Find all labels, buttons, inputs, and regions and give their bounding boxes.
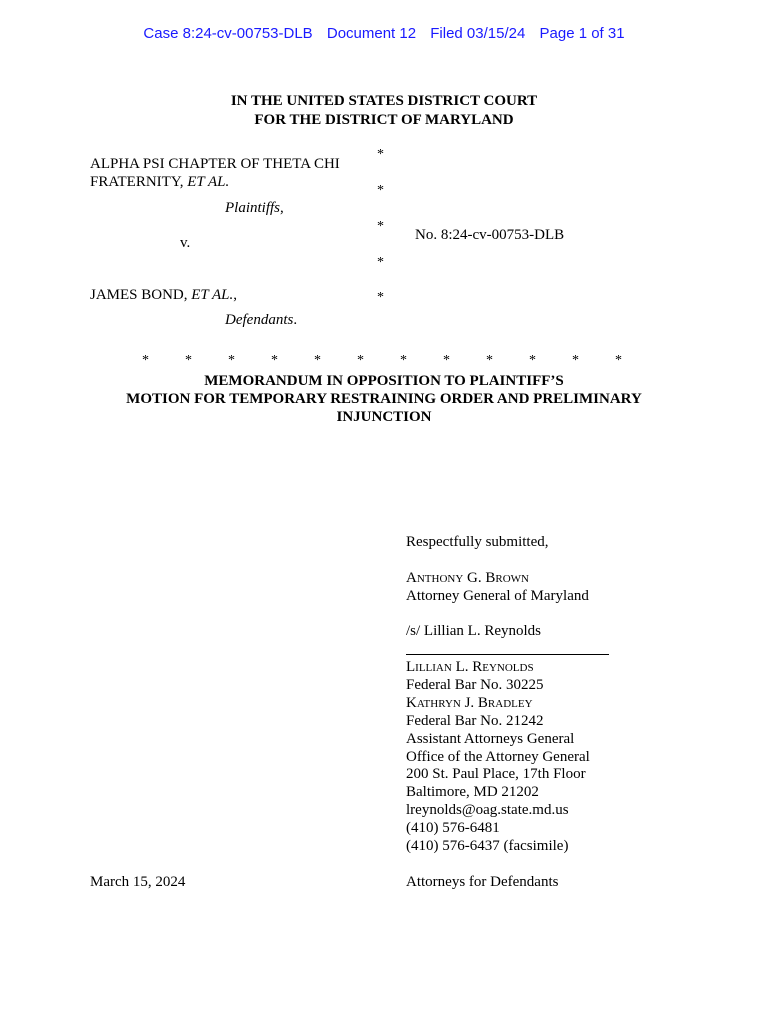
address-line2: Baltimore, MD 21202 xyxy=(406,784,539,800)
document-title-line1: MEMORANDUM IN OPPOSITION TO PLAINTIFF’S xyxy=(204,373,564,389)
plaintiff-name-text: FRATERNITY, xyxy=(90,174,188,190)
email: lreynolds@oag.state.md.us xyxy=(406,802,569,818)
defendant-comma: , xyxy=(233,287,237,303)
caption-star: * xyxy=(377,255,384,270)
versus: v. xyxy=(180,235,191,251)
divider-star: * xyxy=(142,353,149,368)
ag-title: Attorney General of Maryland xyxy=(406,588,589,604)
plaintiff-name-line2 xyxy=(90,173,229,191)
divider-star: * xyxy=(400,353,407,368)
defendant-et-al: ET AL. xyxy=(191,287,234,303)
attorney-title: Assistant Attorneys General xyxy=(406,731,575,747)
attorney1-bar: Federal Bar No. 30225 xyxy=(406,677,544,693)
defendants-label-text: Defendants xyxy=(225,312,294,328)
divider-star: * xyxy=(314,353,321,368)
case-no: No. 8:24-cv-00753-DLB xyxy=(415,227,565,243)
filing-header xyxy=(0,25,768,43)
divider-star: * xyxy=(529,353,536,368)
document-title-line2: MOTION FOR TEMPORARY RESTRAINING ORDER AND PRELIMINARY xyxy=(126,391,642,407)
plaintiffs-label-comma: , xyxy=(280,200,284,216)
caption-star: * xyxy=(377,219,384,234)
plaintiffs-label-text: Plaintiffs xyxy=(225,200,281,216)
caption-star: * xyxy=(377,290,384,305)
divider-star: * xyxy=(228,353,235,368)
attorney2-name: Kathryn J. Bradley xyxy=(406,695,533,711)
defendants-label-period: . xyxy=(293,312,298,328)
divider-star: * xyxy=(572,353,579,368)
divider-star: * xyxy=(615,353,622,368)
court-name: IN THE UNITED STATES DISTRICT COURT xyxy=(230,93,538,109)
electronic-signature: /s/ Lillian L. Reynolds xyxy=(406,623,541,639)
divider-star: * xyxy=(443,353,450,368)
plaintiff-name-line1: ALPHA PSI CHAPTER OF THETA CHI xyxy=(90,156,340,172)
fax: (410) 576-6437 (facsimile) xyxy=(406,838,569,854)
divider-star: * xyxy=(357,353,364,368)
defendants-label xyxy=(225,311,297,329)
case-number: Case 8:24-cv-00753-DLB xyxy=(143,25,313,42)
page-indicator: Page 1 of 31 xyxy=(539,25,625,42)
plaintiff-et-al: ET AL. xyxy=(187,174,230,190)
defendant-name-text: JAMES BOND, xyxy=(90,287,192,303)
plaintiffs-label xyxy=(225,199,284,217)
caption-star: * xyxy=(377,147,384,162)
caption-star: * xyxy=(377,183,384,198)
divider-stars xyxy=(142,352,622,370)
document-number: Document 12 xyxy=(326,25,417,42)
filed-date: Filed 03/15/24 xyxy=(430,25,526,42)
office-name: Office of the Attorney General xyxy=(406,749,590,765)
divider-star: * xyxy=(271,353,278,368)
closing: Respectfully submitted, xyxy=(406,534,549,550)
attorneys-role: Attorneys for Defendants xyxy=(406,874,559,890)
court-district: FOR THE DISTRICT OF MARYLAND xyxy=(254,112,514,128)
address-line1: 200 St. Paul Place, 17th Floor xyxy=(406,766,586,782)
phone: (410) 576-6481 xyxy=(406,820,500,836)
signature-line xyxy=(406,654,609,655)
defendant-name xyxy=(90,286,237,304)
divider-star: * xyxy=(185,353,192,368)
attorney1-name: Lillian L. Reynolds xyxy=(406,659,534,675)
document-title-line3: INJUNCTION xyxy=(336,409,432,425)
filing-date: March 15, 2024 xyxy=(90,874,186,890)
ag-name: Anthony G. Brown xyxy=(406,570,529,586)
divider-star: * xyxy=(486,353,493,368)
attorney2-bar: Federal Bar No. 21242 xyxy=(406,713,544,729)
